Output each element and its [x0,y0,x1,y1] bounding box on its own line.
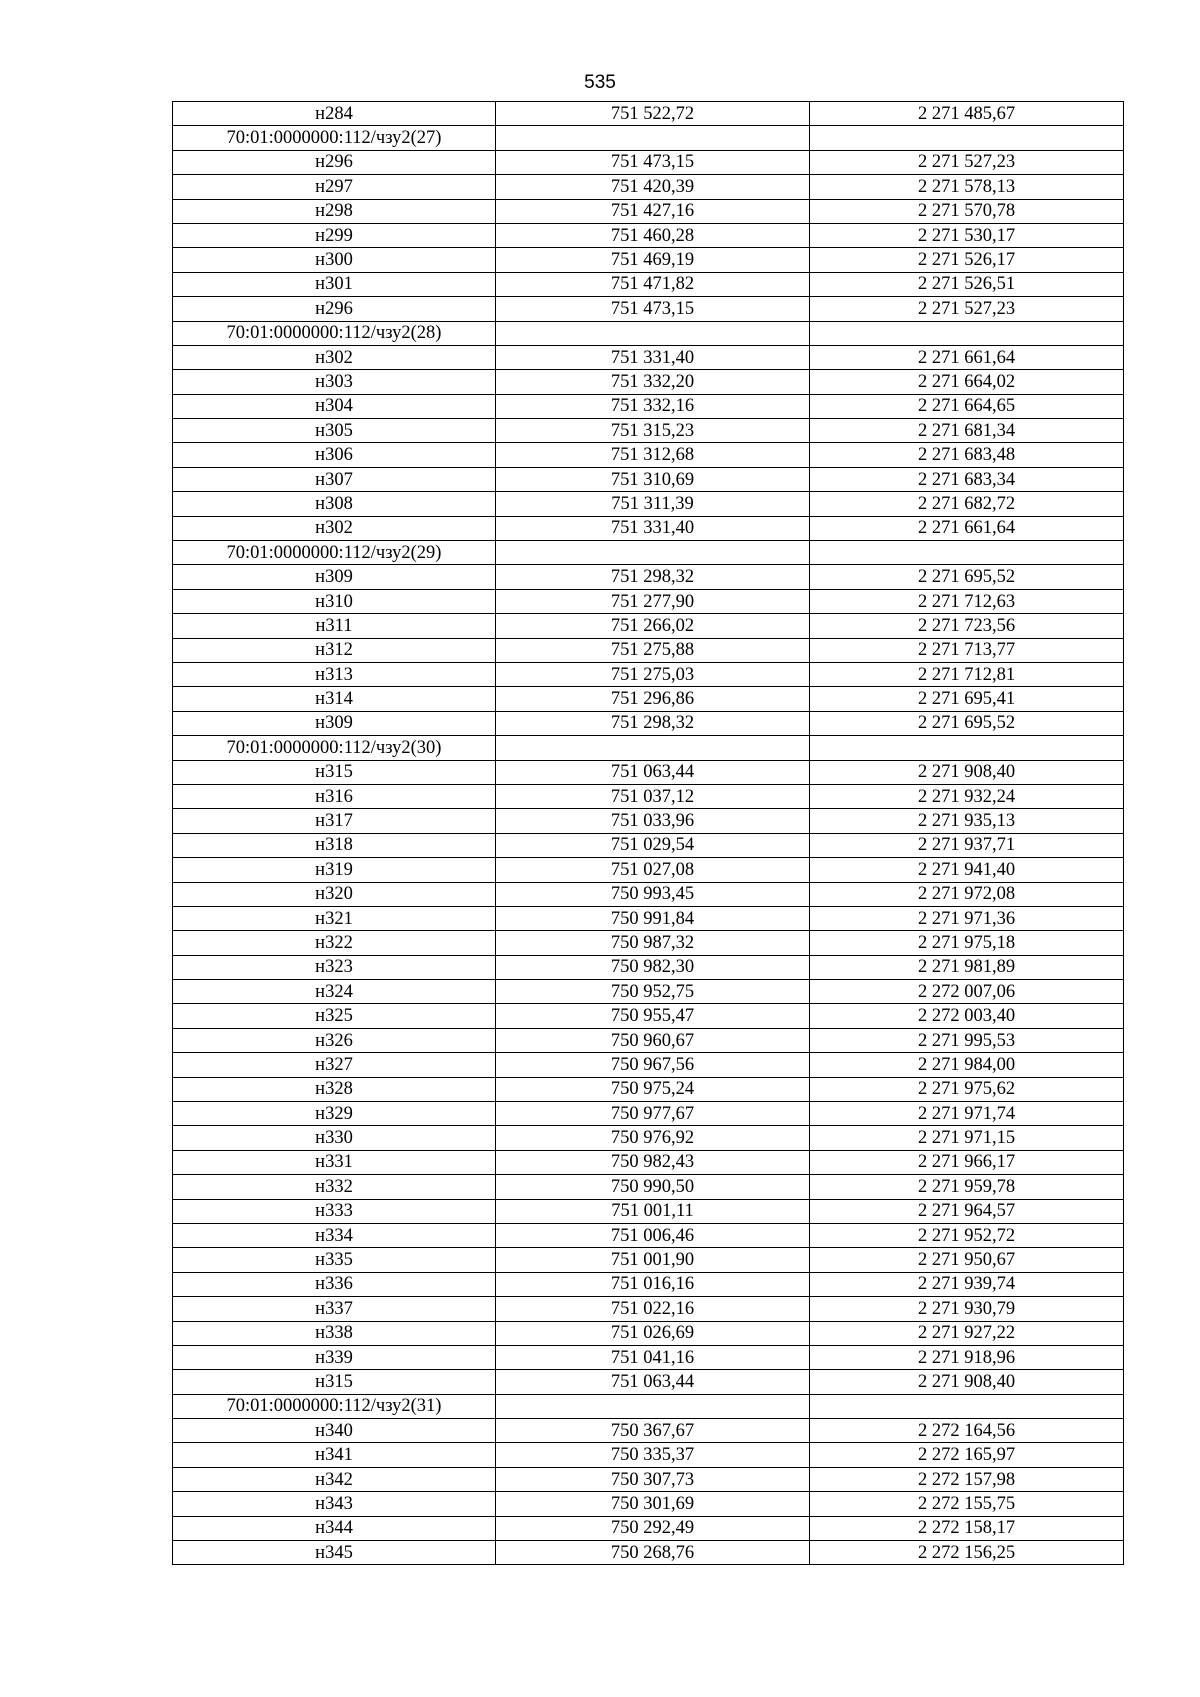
y-coordinate-cell: 2 271 971,15 [810,1126,1124,1150]
coordinates-table-body [173,102,1124,1565]
point-name-cell: н305 [173,419,496,443]
x-coordinate-cell: 750 268,76 [496,1541,810,1565]
x-coordinate-cell: 750 977,67 [496,1102,810,1126]
x-coordinate-cell: 750 301,69 [496,1492,810,1516]
table-row [173,1516,1124,1540]
x-coordinate-cell: 751 311,39 [496,492,810,516]
x-coordinate-cell: 751 296,86 [496,687,810,711]
x-coordinate-cell: 751 275,88 [496,638,810,662]
y-coordinate-cell: 2 271 683,34 [810,467,1124,491]
x-coordinate-cell: 751 331,40 [496,516,810,540]
x-coordinate-cell: 750 955,47 [496,1004,810,1028]
point-name-cell: н308 [173,492,496,516]
x-coordinate-cell: 751 310,69 [496,467,810,491]
y-coordinate-cell: 2 272 158,17 [810,1516,1124,1540]
point-name-cell: 70:01:0000000:112/чзу2(29) [173,541,496,565]
y-coordinate-cell: 2 271 966,17 [810,1150,1124,1174]
y-coordinate-cell: 2 272 007,06 [810,980,1124,1004]
x-coordinate-cell: 750 991,84 [496,906,810,930]
table-row [173,1175,1124,1199]
table-row [173,248,1124,272]
x-coordinate-cell: 750 975,24 [496,1077,810,1101]
x-coordinate-cell: 751 277,90 [496,589,810,613]
point-name-cell: н327 [173,1053,496,1077]
point-name-cell: н345 [173,1541,496,1565]
point-name-cell: 70:01:0000000:112/чзу2(28) [173,321,496,345]
table-row [173,1541,1124,1565]
point-name-cell: н311 [173,614,496,638]
table-row [173,565,1124,589]
x-coordinate-cell: 750 367,67 [496,1419,810,1443]
table-row [173,955,1124,979]
x-coordinate-cell: 751 029,54 [496,833,810,857]
point-name-cell: н315 [173,760,496,784]
table-row [173,687,1124,711]
point-name-cell: н329 [173,1102,496,1126]
section-header-row [173,1394,1124,1418]
point-name-cell: н330 [173,1126,496,1150]
point-name-cell: н304 [173,394,496,418]
y-coordinate-cell: 2 271 661,64 [810,516,1124,540]
y-coordinate-cell: 2 271 995,53 [810,1028,1124,1052]
y-coordinate-cell: 2 271 664,02 [810,370,1124,394]
y-coordinate-cell: 2 271 975,62 [810,1077,1124,1101]
x-coordinate-cell: 751 420,39 [496,175,810,199]
y-coordinate-cell: 2 271 570,78 [810,199,1124,223]
y-coordinate-cell: 2 271 683,48 [810,443,1124,467]
y-coordinate-cell: 2 272 165,97 [810,1443,1124,1467]
x-coordinate-cell [496,126,810,150]
y-coordinate-cell [810,321,1124,345]
table-row [173,272,1124,296]
y-coordinate-cell: 2 271 971,74 [810,1102,1124,1126]
table-row [173,858,1124,882]
x-coordinate-cell: 751 469,19 [496,248,810,272]
x-coordinate-cell: 751 266,02 [496,614,810,638]
x-coordinate-cell [496,321,810,345]
y-coordinate-cell: 2 271 712,63 [810,589,1124,613]
x-coordinate-cell: 750 976,92 [496,1126,810,1150]
y-coordinate-cell: 2 271 723,56 [810,614,1124,638]
point-name-cell: н333 [173,1199,496,1223]
x-coordinate-cell: 751 016,16 [496,1272,810,1296]
point-name-cell: н317 [173,809,496,833]
point-name-cell: н302 [173,345,496,369]
y-coordinate-cell: 2 271 975,18 [810,931,1124,955]
y-coordinate-cell: 2 271 695,52 [810,711,1124,735]
point-name-cell: н344 [173,1516,496,1540]
point-name-cell: н309 [173,565,496,589]
point-name-cell: н319 [173,858,496,882]
x-coordinate-cell: 751 037,12 [496,784,810,808]
x-coordinate-cell: 750 982,43 [496,1150,810,1174]
point-name-cell: н341 [173,1443,496,1467]
y-coordinate-cell: 2 271 984,00 [810,1053,1124,1077]
x-coordinate-cell: 751 315,23 [496,419,810,443]
y-coordinate-cell: 2 271 935,13 [810,809,1124,833]
x-coordinate-cell: 751 471,82 [496,272,810,296]
table-row [173,150,1124,174]
table-row [173,419,1124,443]
point-name-cell: н340 [173,1419,496,1443]
point-name-cell: н298 [173,199,496,223]
x-coordinate-cell: 751 033,96 [496,809,810,833]
point-name-cell: н328 [173,1077,496,1101]
y-coordinate-cell: 2 271 682,72 [810,492,1124,516]
x-coordinate-cell [496,1394,810,1418]
table-row [173,760,1124,784]
table-row [173,1248,1124,1272]
table-row [173,1297,1124,1321]
table-row [173,980,1124,1004]
coordinates-table [172,101,1124,1565]
x-coordinate-cell: 751 332,20 [496,370,810,394]
point-name-cell: н302 [173,516,496,540]
y-coordinate-cell: 2 271 939,74 [810,1272,1124,1296]
x-coordinate-cell: 751 063,44 [496,1370,810,1394]
section-header-row [173,321,1124,345]
y-coordinate-cell: 2 271 927,22 [810,1321,1124,1345]
section-header-row [173,126,1124,150]
table-row [173,516,1124,540]
table-row [173,1102,1124,1126]
x-coordinate-cell: 750 993,45 [496,882,810,906]
table-row [173,345,1124,369]
y-coordinate-cell: 2 271 908,40 [810,760,1124,784]
point-name-cell: н297 [173,175,496,199]
x-coordinate-cell: 751 006,46 [496,1223,810,1247]
point-name-cell: н312 [173,638,496,662]
y-coordinate-cell: 2 272 164,56 [810,1419,1124,1443]
point-name-cell: н337 [173,1297,496,1321]
table-row [173,443,1124,467]
point-name-cell: н300 [173,248,496,272]
table-row [173,1150,1124,1174]
x-coordinate-cell: 750 307,73 [496,1467,810,1491]
table-row [173,1199,1124,1223]
table-row [173,711,1124,735]
x-coordinate-cell: 751 026,69 [496,1321,810,1345]
point-name-cell: н324 [173,980,496,1004]
y-coordinate-cell: 2 271 695,52 [810,565,1124,589]
x-coordinate-cell: 751 473,15 [496,150,810,174]
table-row [173,102,1124,126]
point-name-cell: н332 [173,1175,496,1199]
table-row [173,833,1124,857]
point-name-cell: н326 [173,1028,496,1052]
x-coordinate-cell: 750 292,49 [496,1516,810,1540]
y-coordinate-cell: 2 271 661,64 [810,345,1124,369]
table-row [173,1223,1124,1247]
point-name-cell: 70:01:0000000:112/чзу2(31) [173,1394,496,1418]
x-coordinate-cell: 751 332,16 [496,394,810,418]
table-row [173,1126,1124,1150]
x-coordinate-cell: 751 041,16 [496,1345,810,1369]
table-row [173,492,1124,516]
table-row [173,1443,1124,1467]
point-name-cell: н315 [173,1370,496,1394]
x-coordinate-cell: 751 312,68 [496,443,810,467]
section-header-row [173,736,1124,760]
point-name-cell: н335 [173,1248,496,1272]
point-name-cell: 70:01:0000000:112/чзу2(27) [173,126,496,150]
table-row [173,882,1124,906]
table-row [173,906,1124,930]
page-number: 535 [584,72,616,93]
x-coordinate-cell: 751 275,03 [496,662,810,686]
x-coordinate-cell: 750 982,30 [496,955,810,979]
y-coordinate-cell: 2 271 981,89 [810,955,1124,979]
y-coordinate-cell: 2 272 155,75 [810,1492,1124,1516]
x-coordinate-cell: 751 522,72 [496,102,810,126]
x-coordinate-cell: 751 473,15 [496,297,810,321]
x-coordinate-cell: 751 298,32 [496,711,810,735]
table-row [173,1004,1124,1028]
point-name-cell: н313 [173,662,496,686]
y-coordinate-cell: 2 271 695,41 [810,687,1124,711]
x-coordinate-cell [496,736,810,760]
table-row [173,297,1124,321]
point-name-cell: н309 [173,711,496,735]
y-coordinate-cell: 2 271 527,23 [810,150,1124,174]
y-coordinate-cell: 2 271 908,40 [810,1370,1124,1394]
y-coordinate-cell: 2 271 485,67 [810,102,1124,126]
point-name-cell: н307 [173,467,496,491]
point-name-cell: н338 [173,1321,496,1345]
table-row [173,589,1124,613]
point-name-cell: н321 [173,906,496,930]
x-coordinate-cell: 751 331,40 [496,345,810,369]
y-coordinate-cell: 2 271 952,72 [810,1223,1124,1247]
table-row [173,175,1124,199]
x-coordinate-cell: 750 335,37 [496,1443,810,1467]
section-header-row [173,541,1124,565]
x-coordinate-cell: 751 298,32 [496,565,810,589]
x-coordinate-cell: 751 022,16 [496,1297,810,1321]
point-name-cell: н339 [173,1345,496,1369]
table-row [173,638,1124,662]
table-row [173,614,1124,638]
table-row [173,784,1124,808]
point-name-cell: н334 [173,1223,496,1247]
y-coordinate-cell: 2 271 971,36 [810,906,1124,930]
table-row [173,1492,1124,1516]
table-row [173,1028,1124,1052]
point-name-cell: н342 [173,1467,496,1491]
x-coordinate-cell: 750 960,67 [496,1028,810,1052]
x-coordinate-cell: 750 952,75 [496,980,810,1004]
table-row [173,370,1124,394]
table-row [173,931,1124,955]
point-name-cell: н310 [173,589,496,613]
x-coordinate-cell: 751 427,16 [496,199,810,223]
x-coordinate-cell: 751 460,28 [496,223,810,247]
x-coordinate-cell: 751 063,44 [496,760,810,784]
table-row [173,1077,1124,1101]
y-coordinate-cell: 2 271 527,23 [810,297,1124,321]
y-coordinate-cell: 2 271 526,17 [810,248,1124,272]
point-name-cell: н299 [173,223,496,247]
point-name-cell: н336 [173,1272,496,1296]
point-name-cell: н322 [173,931,496,955]
table-row [173,223,1124,247]
table-row [173,662,1124,686]
y-coordinate-cell: 2 271 959,78 [810,1175,1124,1199]
y-coordinate-cell: 2 271 932,24 [810,784,1124,808]
point-name-cell: 70:01:0000000:112/чзу2(30) [173,736,496,760]
y-coordinate-cell: 2 272 003,40 [810,1004,1124,1028]
x-coordinate-cell: 751 001,11 [496,1199,810,1223]
y-coordinate-cell: 2 271 930,79 [810,1297,1124,1321]
y-coordinate-cell [810,126,1124,150]
y-coordinate-cell: 2 271 664,65 [810,394,1124,418]
point-name-cell: н331 [173,1150,496,1174]
table-row [173,1419,1124,1443]
point-name-cell: н314 [173,687,496,711]
table-row [173,1053,1124,1077]
y-coordinate-cell [810,541,1124,565]
y-coordinate-cell: 2 271 964,57 [810,1199,1124,1223]
point-name-cell: н325 [173,1004,496,1028]
table-row [173,199,1124,223]
x-coordinate-cell: 751 001,90 [496,1248,810,1272]
point-name-cell: н296 [173,150,496,174]
y-coordinate-cell: 2 271 578,13 [810,175,1124,199]
table-row [173,1345,1124,1369]
y-coordinate-cell: 2 271 530,17 [810,223,1124,247]
y-coordinate-cell: 2 271 941,40 [810,858,1124,882]
table-row [173,394,1124,418]
table-row [173,809,1124,833]
y-coordinate-cell: 2 272 157,98 [810,1467,1124,1491]
y-coordinate-cell [810,736,1124,760]
y-coordinate-cell [810,1394,1124,1418]
point-name-cell: н318 [173,833,496,857]
y-coordinate-cell: 2 271 681,34 [810,419,1124,443]
point-name-cell: н296 [173,297,496,321]
y-coordinate-cell: 2 271 937,71 [810,833,1124,857]
y-coordinate-cell: 2 272 156,25 [810,1541,1124,1565]
y-coordinate-cell: 2 271 713,77 [810,638,1124,662]
x-coordinate-cell: 750 990,50 [496,1175,810,1199]
table-row [173,467,1124,491]
y-coordinate-cell: 2 271 972,08 [810,882,1124,906]
y-coordinate-cell: 2 271 918,96 [810,1345,1124,1369]
point-name-cell: н343 [173,1492,496,1516]
x-coordinate-cell [496,541,810,565]
y-coordinate-cell: 2 271 950,67 [810,1248,1124,1272]
x-coordinate-cell: 750 987,32 [496,931,810,955]
point-name-cell: н320 [173,882,496,906]
point-name-cell: н303 [173,370,496,394]
table-row [173,1370,1124,1394]
table-row [173,1467,1124,1491]
point-name-cell: н323 [173,955,496,979]
point-name-cell: н306 [173,443,496,467]
point-name-cell: н316 [173,784,496,808]
x-coordinate-cell: 750 967,56 [496,1053,810,1077]
y-coordinate-cell: 2 271 526,51 [810,272,1124,296]
table-row [173,1272,1124,1296]
table-row [173,1321,1124,1345]
point-name-cell: н301 [173,272,496,296]
y-coordinate-cell: 2 271 712,81 [810,662,1124,686]
point-name-cell: н284 [173,102,496,126]
x-coordinate-cell: 751 027,08 [496,858,810,882]
